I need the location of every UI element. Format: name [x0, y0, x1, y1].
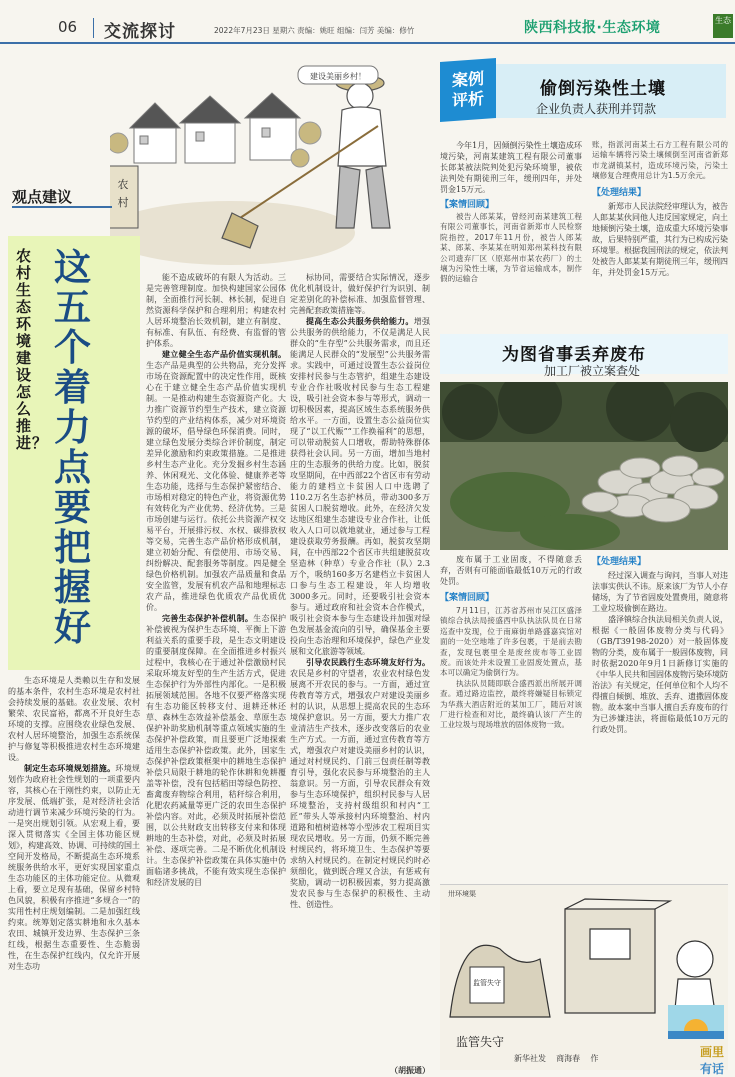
- case-2-result-text-2: 盛泽镇综合执法局相关负责人说，根据《一般固体废物分类与代码》（GB/T39198-2020）对一般固体废物的分类，废布属于一般固体废物，同时依据2020年9月1日新修订实施的《中华人民共和国固体废物污染环境防治法》有关规定，任何单位和个人均不得擅自倾倒、堆放、丢弃、遗撒固体废物。故本案中当事人擅自丢弃废布的行为已涉嫌违法，将面临最低10万元的行政处罚。: [592, 615, 728, 734]
- case-1-review-heading: 【案情回顾】: [440, 200, 495, 210]
- col2-text: 能不造成破坏的有限人为活动。三是完善管理制度。加快构建国家公园体制，全面推行河长制、林长制，促进自然资源科学保护和合理利用；构建农村人居环境整治长效机制，建立有制度、有标准、有队伍、有经费、有监督的管护体系。: [146, 273, 286, 348]
- svg-text:农: 农: [117, 178, 129, 191]
- case-2-review-text-1: 7月11日，江苏省苏州市吴江区盛泽镇综合执法局接盛西中队执法队员在日常巡查中发现，位于南麻街单路盛嘉宾馆对面的一处空地堆了许多包裹，于是前去勘查，发现包裹里全是废丝废布等工业固废。而该处并未设置工业固废处置点，基本可以确定为偷倒行为。: [440, 606, 582, 678]
- case-1-result-heading: 【处理结果】: [592, 187, 647, 198]
- cartoon-panel: [440, 884, 728, 1076]
- case-1-result-text: 新郑市人民法院经审理认为，被告人郎某某伙同他人违反国家规定，向土地倾倒污染土壤，造成重大环境污染事故，后果特别严重，其行为已构成污染环境罪。根据我国刑法的规定，依法判处被告人郎某某有期徒刑三年，缓刑四年，并处罚金15万元。: [592, 201, 728, 277]
- header-divider: [93, 18, 94, 38]
- main-headline: 这五个着力点要把握好: [54, 246, 91, 649]
- speech-text: 建设美丽乡村！: [310, 72, 366, 81]
- header-meta: 2022年7月23日 星期六 责编：姚旺 组编：闫芳 美编：修竹: [214, 26, 415, 35]
- svg-text:村: 村: [117, 196, 129, 209]
- case-2-column-a: [440, 554, 582, 884]
- case-2-review-heading: 【案情回顾】: [440, 593, 495, 603]
- case-1-review-text: 被告人郎某某，曾经河南某建筑工程有限公司董事长，河南省新郑市人民检察院指控，2017年11月份，被告人郎某某、郎某、李某某在明知郑州某科技有限公司遗弃厂区（原郑州市某农药厂）的土壤为污染性土壤，为节省运输成本，制作假的运输合: [440, 212, 582, 284]
- point-3-heading: 完善生态保护补偿机制。: [162, 613, 254, 623]
- village-houses: [130, 93, 300, 163]
- logo-line-1: 画里: [699, 1045, 724, 1059]
- logo-line-2: 有话: [699, 1062, 724, 1076]
- case-1-column-b: [592, 140, 728, 330]
- point-3-text: 生态保护补偿被视为保护生态环境、平衡上下游利益关系的重要手段，是生态文明建设的重要制度保障。在全面推进乡村振兴过程中，我核心在于通过补偿激励村民采取环境友好型的生产生活方式，促进生态保护行为外部性内部化。一是积极拓展领域范围。各地不仅要严格落实现有生态功能区转移支付、退耕还林还草、森林生态效益补偿基金、草原生态保护补助奖励机制等重点领域实施的生态保护补偿政策，而且要更广泛地探索适用生态保护补偿政策。此外，国家生态保护补偿政策框架中的耕地生态保护补偿只局限于耕地的轮作休耕和免耕覆盖等补偿，没有包括稻田等绿色防控、畜禽废弃物综合利用，秸秆综合利用，化肥农药减量等更广泛的农田生态保护补偿内容。对此，必须及时拓展补偿范围，以公共财政支出转移支付来和体现耕地的生态补偿，对此，必须及时拓展补偿、逐项完善。二是不断优化机制设计。生态保护补偿政策在具体实施中仍面临诸多挑战，不能有效实现生态保护和经济发展的目: [146, 614, 286, 887]
- case-2-result-text-1: 经过深入调查与询问，当事人对违法事实供认不讳。原来该厂为节人小存储场，为了节省固废处置费用，随意将工业垃圾偷倒在路边。: [592, 571, 728, 613]
- credit-artist: 商海春: [556, 1054, 581, 1063]
- case-2-column-b: [592, 554, 728, 884]
- point-4-heading: 提高生态公共服务供给能力。: [306, 316, 414, 326]
- cartoon-title: 监管失守: [456, 1035, 505, 1049]
- case-1-review-cont: 账，指派河南某土石方工程有限公司的运输车辆将污染土壤倾倒至河南省新郑市龙湖镇某村，造成环境污染，污染土壤修复合理费用总计为1.5万余元。: [592, 140, 728, 181]
- author-sign: （胡振通）: [390, 1065, 430, 1075]
- credit-role: 作: [590, 1054, 599, 1063]
- sunset-icon: [668, 1005, 724, 1039]
- corner-badge: [713, 14, 733, 38]
- point-1-text: 环境规划作为政府社会性规划的一项重要内容，其核心在于刚性约束，以防止无序发展、低端扩张，是对经济社会活动进行调节来减少环境污染的行为。一是突出规划引领。从宏观上看，要深入贯彻落实《全国主体功能区规划》，构建高效、协调、可持续的国土空间开发格局，不断提高生态环境系统服务供给水平，更好实现国家重点生态功能区的主体功能定位。从微观上看，要立足现有基础，保留乡村特色风貌，积极有序推进“多规合一”的实用性村庄规划编制。二是加强红线约束。统筹划定落实耕地和永久基本农田、城镇开发边界、生态保护三条红线，根据生态重要性、生态脆弱性，在生态保护红线内，仅允许开展对生态功: [8, 764, 140, 971]
- case-2-review-text-2: 执法队员随即联合盛西派出所展开调查。通过路边监控，最终将嫌疑目标锁定为华燕大酒店附近的某加工厂，随后对该厂进行检查和对比，最终确认该厂产生的工业垃圾与现场堆放的固体废物一致。: [440, 678, 582, 730]
- case-2-subtitle: 加工厂被立案查处: [544, 364, 641, 378]
- case-1-subtitle: 企业负责人获刑并罚款: [536, 102, 657, 116]
- case-1-lead: 今年1月，因倾倒污染性土壤造成环境污染，河南某建筑工程有限公司董事长郎某被法院判处犯污染环境罪，被依法判处有期徒刑三年，缓刑四年，并处罚金15万元。: [440, 141, 582, 194]
- point-5-heading: 引导农民践行生态环境友好行为。: [306, 657, 430, 667]
- opinion-label-line: [12, 206, 112, 208]
- corner-badge-text: 生态: [715, 16, 731, 25]
- case-badge-text: 案例评析: [451, 68, 484, 111]
- case-2-title: 为图省事丢弃废布: [502, 345, 646, 365]
- case-1-column-a: [440, 140, 582, 330]
- cartoon-caption-tl: 卅环境渠: [448, 890, 476, 898]
- opinion-label: 观点建议: [12, 188, 73, 206]
- article-intro: 生态环境是人类赖以生存和发展的基本条件，农村生态环境是农村社会持续发展的基础。农业发展、农村繁荣、农民富裕，都离不开良好生态环境的支撑。应围绕农业绿色发展、农村人居环境整治，加强生态系统保护与修复等积极推进农村生态环境建设。: [8, 676, 140, 762]
- point-5-text: 农民是乡村的守望者，农业农村绿色发展离不开农民的参与。一方面，通过宣传教育等方式，增强农户对建设美丽乡村的认识，从思想上提高农民的生态环境保护意识。另一方面，要大力推广农业清洁生产技术，逐步改变落后的农业生产方式。一方面，通过宣传教育等方式，增强农户对建设美丽乡村的认识，通过对村规民约、门前三包责任制等教育引导，强化农民参与环境整治的主人翁意识。另一方面，引导农民群众有效参与生态环境保护，组织村民参与人居环境整治，支持村级组织和村内“工匠”带头人等承接村内环境整治、村内道路和植树造林等小型涉农工程项目实现农民增收。另一方面，仍须不断完善村规民约，将环境卫生、生态保护等要求纳入村规民约。在制定村规民约时必须细化，做到既合理又合法，有惩戒有奖励，调动一切积极因素，努力提高激发农民参与生态保护的积极性、主动性、创造性。: [290, 669, 430, 909]
- cartoon-credits: [514, 1053, 598, 1064]
- cartoon-logo: [668, 1005, 724, 1076]
- article-column-3: [290, 272, 430, 1075]
- page-number: 06: [58, 18, 78, 36]
- paper-name: 陕西科技报·生态环境: [524, 20, 661, 36]
- point-2-text: 生态产品是典型的公共物品，充分发挥市场在资源配置中的决定性作用，既核心在于建立健全生态产品价值实现机制。一是推动构建生态资源资产化。大力推广资源节约型生产技术，建立资源节约型的产业结构体系，减少对环境资源的破坏，倡导绿色环保消费。同时，建立绿色发展分类综合评价制度，制定差异化激励和约束政策措施。二是推进乡村生态产业化。充分发掘乡村生态涵养、休闲观光、文化体验、健康养老等生态功能，选择与生态保护紧密结合、市场相对稳定的特色产业，将资源优势有效转化为产业优势、经济优势。三是市场创建与运行。依托公共资源产权交易平台，开展排污权、水权、碳排放权等交易，完善生态产品价格形成机制，建立初始分配、有偿使用、市场交易、纠纷解决、配套服务等制度。四是健全绿色价格机制。加强农产品质量和食品安全监管，发展有机农产品和地理标志农产品，推进绿色优质农产品优质优价。: [146, 361, 286, 612]
- point-2-heading: 建立健全生态产品价值实现机制。: [162, 349, 286, 359]
- col3-text: 标协同，需要结合实际情况，逐步优化机制设计，做好保护行为识别、制定差别化的补偿标准、加强监督管理、完善配套政策措施等。: [290, 273, 430, 315]
- cartoon-plate: 监管失守: [473, 979, 501, 987]
- point-1-heading: 制定生态环境规划措施。: [24, 763, 116, 773]
- point-4-text: 增强公共服务的供给能力，不仅是满足人民群众的“生存型”公共服务需求，而且还能满足人民群众的“发展型”公共服务需求。实践中，可通过设置生态公益岗位安排村民参与生态管护，组建生态建设专业合作社吸收村民参与生态工程建设，吸引社会资本参与等形式，调动一切积极因素，提高区域生态系统服务供给水平。一方面，设置生态公益岗位实现了“以工代赈”“工作换福利”的思想，可以带动脱贫人口增收，帮助特殊群体获得社会认同。另一方面，增加当地村庄的生态服务的供给力度。比如，脱贫攻坚期间，在中西部22个省区市有劳动能力的建档立卡贫困人口中选聘了110.2万名生态护林员，带动300多万贫困人口脱贫增收。此外，在经济欠发达地区组建生态建设专业合作社，让低收入人口可以就地就业，通过参与工程建设获取劳务报酬。再如，脱贫攻坚期间，在中西部22个省区市共组建脱贫攻坚造林（种草）专业合作社（队）2.3万个，吸纳160多万名建档立卡贫困人口参与生态工程建设，年人均增收3000多元。同时，还要吸引社会资本参与。通过政府和社会资本合作模式，吸引社会资本参与生态建设并加强对绿色发展基金流向的引导，确保基金主要投向生态治理和环境保护，绿色产业发展和文化旅游等领域。: [290, 317, 430, 656]
- headline-block: [8, 236, 140, 670]
- page-header: [0, 0, 735, 44]
- section-name: 交流探讨: [104, 22, 176, 42]
- case-2-result-heading: 【处理结果】: [592, 557, 647, 567]
- article-column-1: [8, 675, 140, 1073]
- case-1-title: 偷倒污染性土壤: [540, 79, 666, 99]
- case-badge: [440, 58, 496, 122]
- article-column-2: [146, 272, 286, 1072]
- credit-agency: 新华社发: [514, 1054, 546, 1063]
- photo-caption: 废布属于工业固废，不得随意丢弃，否则有可能面临最低10万元的行政处罚。: [440, 555, 582, 586]
- dumped-fabric-photo: [440, 382, 728, 550]
- rural-cleanup-illustration: [110, 48, 430, 280]
- sub-headline: 农村生态环境建设怎么推进？: [16, 247, 49, 452]
